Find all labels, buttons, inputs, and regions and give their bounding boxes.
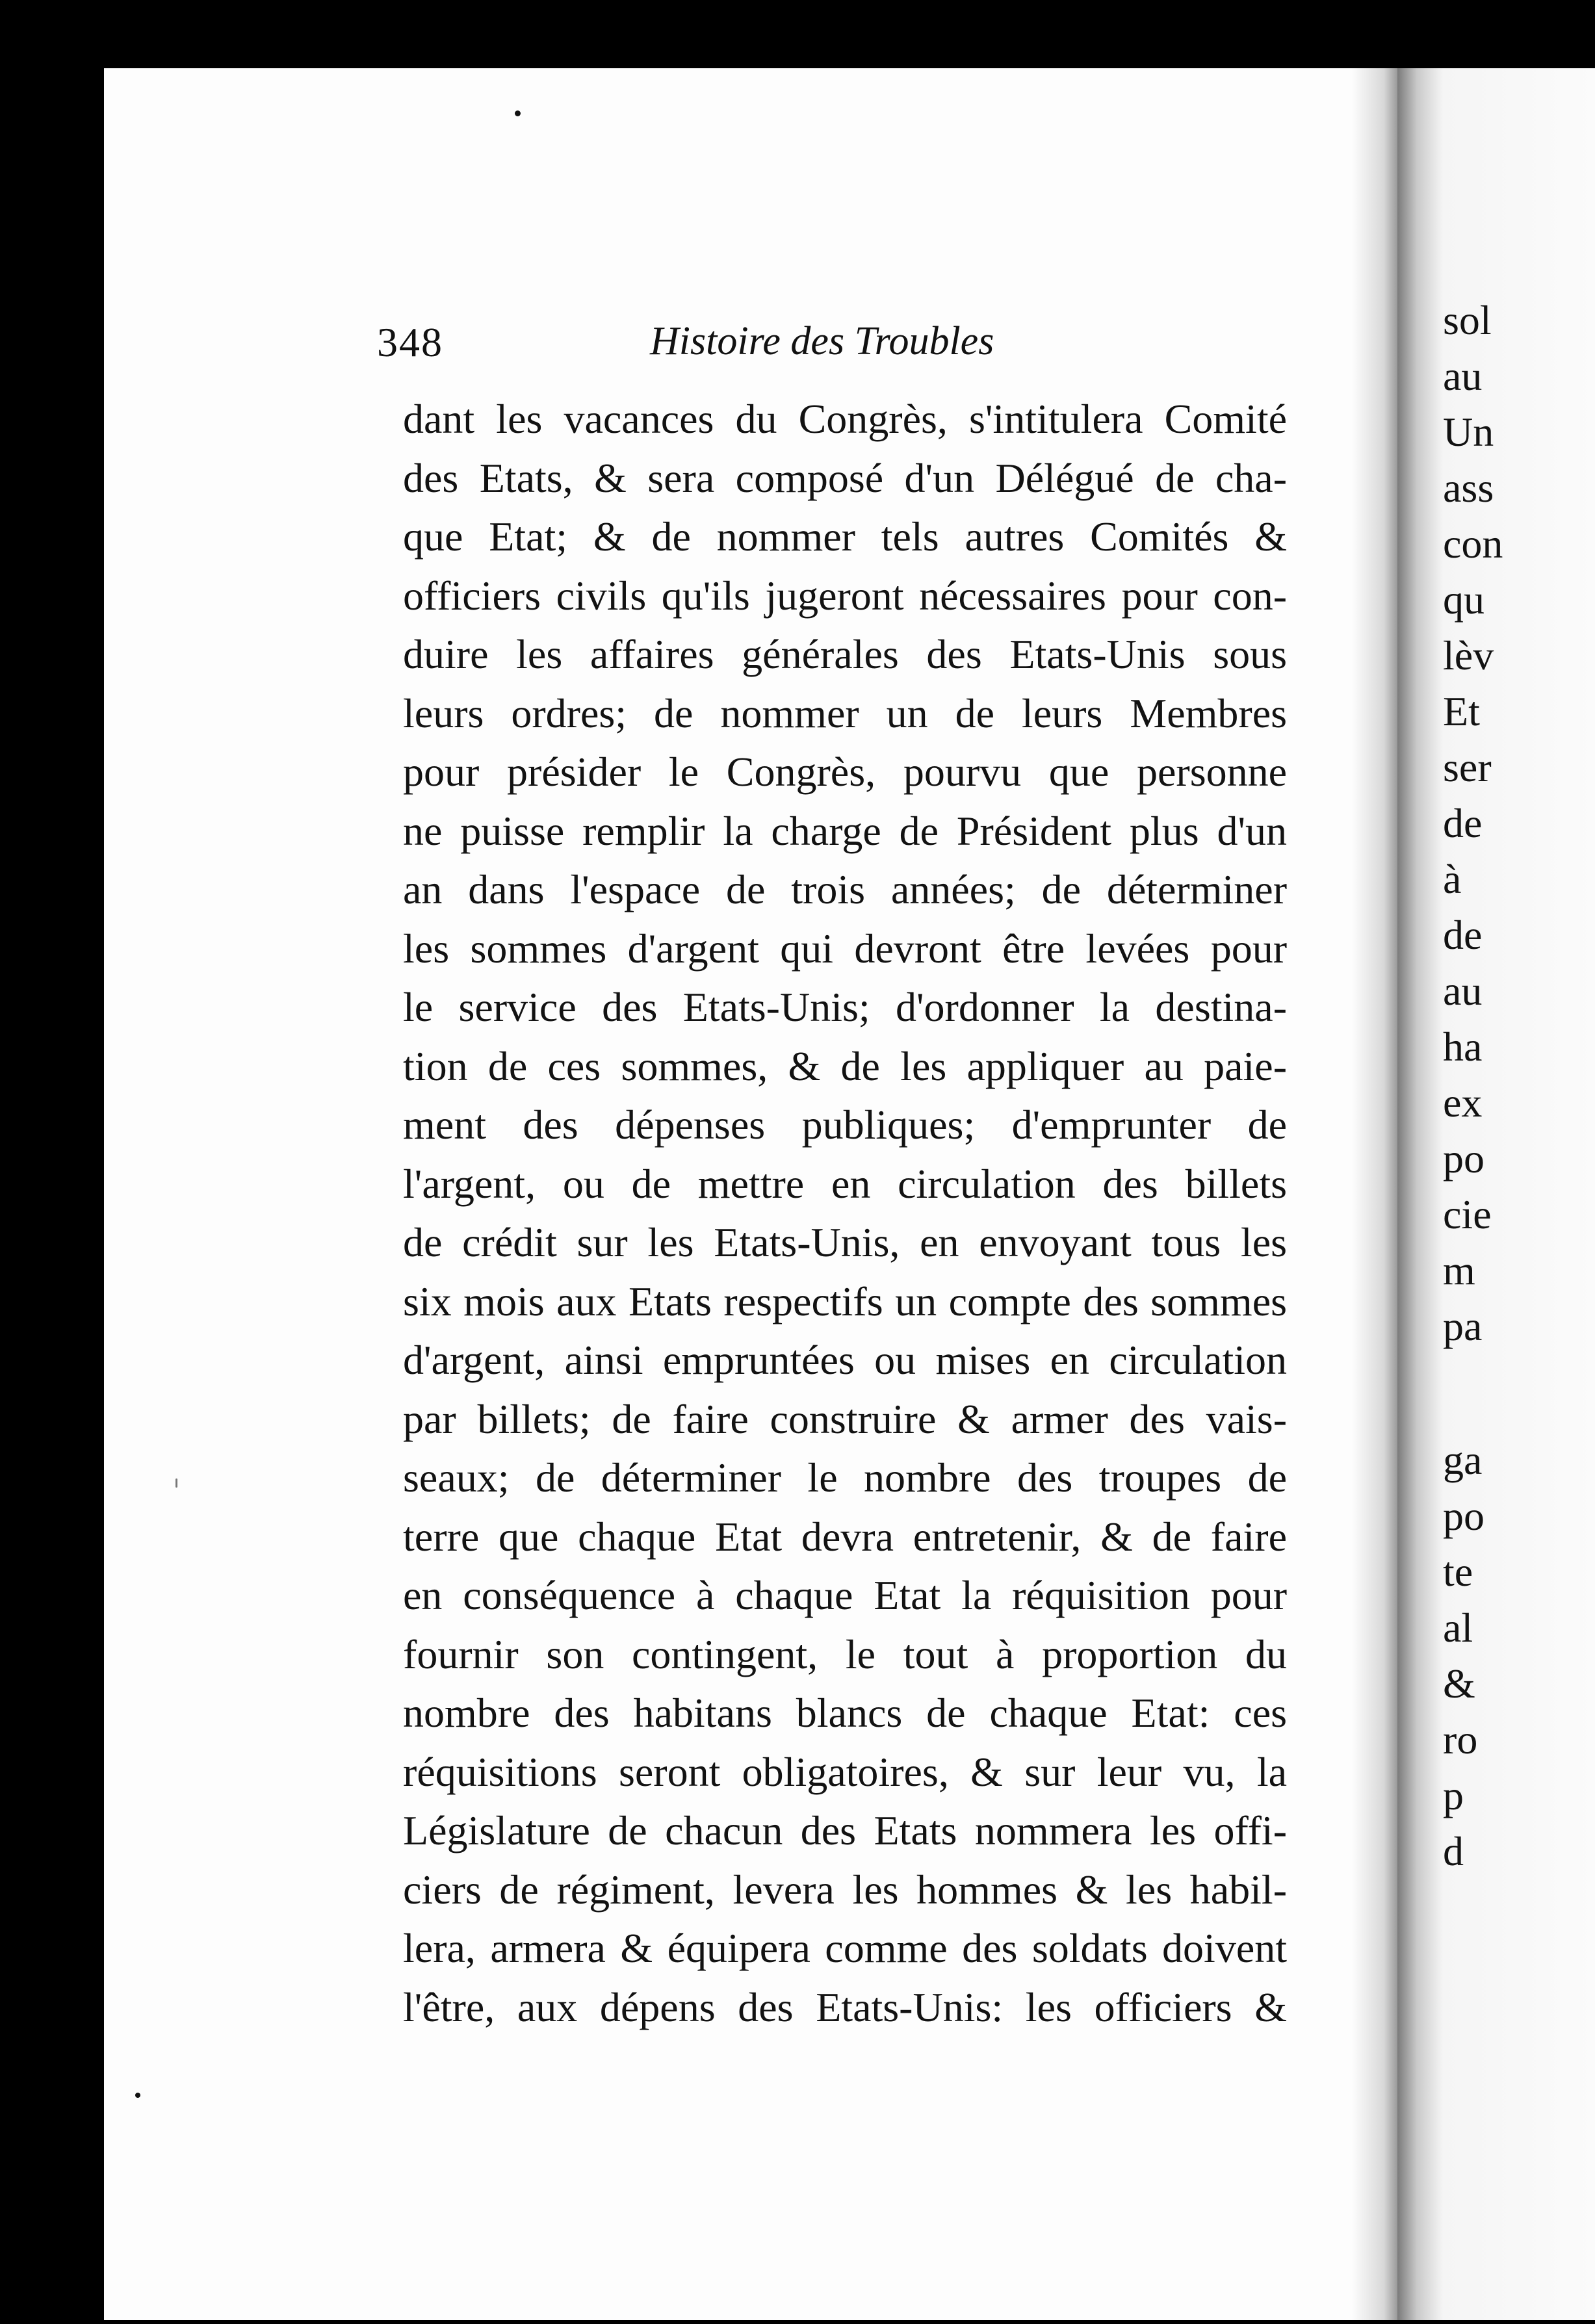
text-line: an dans l'espace de trois années; de déterminer [403, 866, 1287, 912]
text-line: ne puisse remplir la charge de Président plus d'un [403, 807, 1287, 854]
facing-page-fragment: à [1443, 856, 1462, 902]
facing-page-fragment: Un [1443, 409, 1494, 455]
text-line: terre que chaque Etat devra entretenir, & de faire [403, 1513, 1287, 1560]
text-line: nombre des habitans blancs de chaque Etat: ces [403, 1690, 1287, 1736]
facing-page-fragment: lèv [1443, 632, 1494, 678]
facing-page-fragment: ga [1443, 1437, 1483, 1483]
facing-page-fragment: cie [1443, 1191, 1492, 1237]
text-line: que Etat; & de nommer tels autres Comités & [403, 513, 1287, 560]
text-line: dant les vacances du Congrès, s'intitulera Comité [403, 396, 1287, 442]
text-line: seaux; de déterminer le nombre des troupes de [403, 1454, 1287, 1501]
text-line: six mois aux Etats respectifs un compte des sommes [403, 1278, 1287, 1324]
facing-page-fragment: & [1443, 1660, 1475, 1707]
facing-page-fragment: con [1443, 521, 1503, 567]
facing-page-fragment: p [1443, 1772, 1464, 1818]
text-line: fournir son contingent, le tout à proportion du [403, 1631, 1287, 1677]
text-line: réquisitions seront obligatoires, & sur leur vu, la [403, 1748, 1287, 1795]
facing-page-fragment: pa [1443, 1303, 1483, 1349]
text-line: d'argent, ainsi empruntées ou mises en circulation [403, 1337, 1287, 1383]
facing-page-fragment: d [1443, 1828, 1464, 1874]
running-title: Histoire des Troubles [650, 319, 994, 363]
facing-page-fragment: Et [1443, 688, 1480, 734]
facing-page-fragment: au [1443, 353, 1483, 399]
facing-page-fragment: au [1443, 968, 1483, 1014]
facing-page-fragment: al [1443, 1605, 1473, 1651]
text-line: officiers civils qu'ils jugeront nécessaires pour con- [403, 572, 1287, 619]
text-line: leurs ordres; de nommer un de leurs Membres [403, 690, 1287, 736]
ink-speck [515, 110, 521, 116]
text-line: ment des dépenses publiques; d'emprunter de [403, 1102, 1287, 1148]
body-text [403, 390, 1287, 2037]
facing-page-fragment: de [1443, 912, 1483, 958]
page-number: 348 [377, 319, 443, 365]
facing-page-fragment: po [1443, 1493, 1485, 1539]
facing-page-fragment: m [1443, 1247, 1475, 1293]
facing-page-text [1443, 292, 1595, 1879]
text-line: le service des Etats-Unis; d'ordonner la destina- [403, 984, 1287, 1030]
text-line: en conséquence à chaque Etat la réquisition pour [403, 1572, 1287, 1618]
facing-page-fragment: sol [1443, 297, 1492, 343]
facing-page-fragment: te [1443, 1549, 1473, 1595]
ink-speck [135, 2093, 140, 2098]
running-head [377, 312, 1222, 370]
text-line: par billets; de faire construire & armer des vais- [403, 1395, 1287, 1442]
text-line: pour présider le Congrès, pourvu que personne [403, 749, 1287, 795]
text-line: des Etats, & sera composé d'un Délégué de cha- [403, 454, 1287, 501]
facing-page-fragment: ha [1443, 1024, 1483, 1070]
facing-page-fragment: ser [1443, 744, 1492, 790]
text-line: tion de ces sommes, & de les appliquer au paie- [403, 1042, 1287, 1089]
text-line: lera, armera & équipera comme des soldats doivent [403, 1925, 1287, 1971]
facing-page-fragment: qu [1443, 576, 1485, 623]
facing-page-fragment: ex [1443, 1079, 1483, 1126]
text-line: Législature de chacun des Etats nommera les offi- [403, 1807, 1287, 1853]
text-line: de crédit sur les Etats-Unis, en envoyant tous les [403, 1219, 1287, 1265]
facing-page-fragment: de [1443, 800, 1483, 846]
text-line: l'argent, ou de mettre en circulation des billets [403, 1160, 1287, 1207]
text-line: l'être, aux dépens des Etats-Unis: les officiers & [403, 1983, 1287, 2030]
text-line: duire les affaires générales des Etats-Unis sous [403, 631, 1287, 677]
gutter-shadow [1352, 68, 1397, 2320]
text-line: les sommes d'argent qui devront être levées pour [403, 925, 1287, 972]
ink-speck [175, 1478, 177, 1488]
text-line: ciers de régiment, levera les hommes & les habil- [403, 1866, 1287, 1913]
facing-page-fragment: po [1443, 1135, 1485, 1181]
facing-page-fragment: ro [1443, 1716, 1478, 1762]
facing-page-fragment: ass [1443, 465, 1494, 511]
